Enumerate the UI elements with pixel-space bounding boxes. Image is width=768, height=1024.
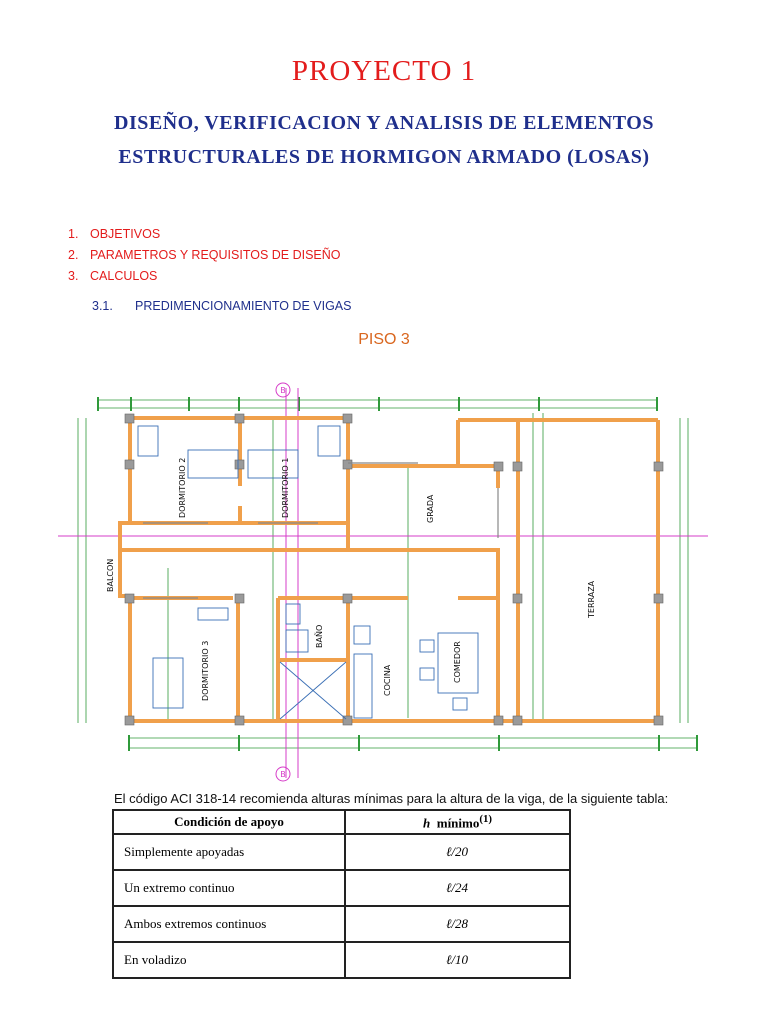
header-h-minimo: h mínimo$^{(1)}$ (345, 810, 570, 834)
dimension-ticks (97, 397, 698, 751)
furniture (138, 426, 478, 719)
room-label-comedor: COMEDOR (453, 641, 462, 683)
table-row (113, 870, 570, 906)
room-label-bano: BAÑO (315, 624, 324, 648)
room-label-terraza: TERRAZA (587, 580, 596, 618)
floor-plan-drawing (58, 378, 708, 783)
room-label-dormitorio-1: DORMITORIO 1 (281, 457, 290, 518)
cell-condition: Simplemente apoyadas (113, 834, 345, 870)
windows (143, 463, 498, 598)
cell-value: ℓ/20 (345, 834, 570, 870)
table-row (113, 942, 570, 978)
cell-condition: Ambos extremos continuos (113, 906, 345, 942)
header-condition: Condición de apoyo (113, 810, 345, 834)
subsection-heading: 3.1. PREDIMENCIONAMIENTO DE VIGAS (92, 299, 352, 313)
cell-value: ℓ/28 (345, 906, 570, 942)
axis-label-bottom: B (280, 770, 286, 779)
cell-value: ℓ/24 (345, 870, 570, 906)
cell-value: ℓ/10 (345, 942, 570, 978)
cell-condition: Un extremo continuo (113, 870, 345, 906)
floor-plan-heading: PISO 3 (358, 331, 410, 348)
cell-condition: En voladizo (113, 942, 345, 978)
toc-item: 3. CALCULOS (68, 269, 158, 283)
axis-label-top: B (280, 386, 286, 395)
document-subtitle-line2: ESTRUCTURALES DE HORMIGON ARMADO (LOSAS) (118, 146, 650, 168)
aci-table (112, 809, 571, 979)
room-label-balcon: BALCON (106, 558, 115, 592)
toc-item: 1. OBJETIVOS (68, 227, 161, 241)
room-label-dormitorio-2: DORMITORIO 2 (178, 457, 187, 518)
table-row (113, 834, 570, 870)
table-of-contents (68, 227, 341, 290)
paragraph-aci: El código ACI 318-14 recomienda alturas mínimas para la altura de la viga, de la siguiente tabla: (114, 791, 669, 806)
document-title: PROYECTO 1 (291, 55, 477, 87)
document-subtitle-line1: DISEÑO, VERIFICACION Y ANALISIS DE ELEMENTOS (114, 112, 654, 134)
toc-item: 2. PARAMETROS Y REQUISITOS DE DISEÑO (68, 248, 341, 262)
room-label-dormitorio-3: DORMITORIO 3 (201, 640, 210, 701)
room-label-grada: GRADA (426, 494, 435, 523)
table-row (113, 906, 570, 942)
table-header-row (113, 810, 570, 834)
room-label-cocina: COCINA (383, 664, 392, 696)
room-labels (106, 458, 596, 701)
